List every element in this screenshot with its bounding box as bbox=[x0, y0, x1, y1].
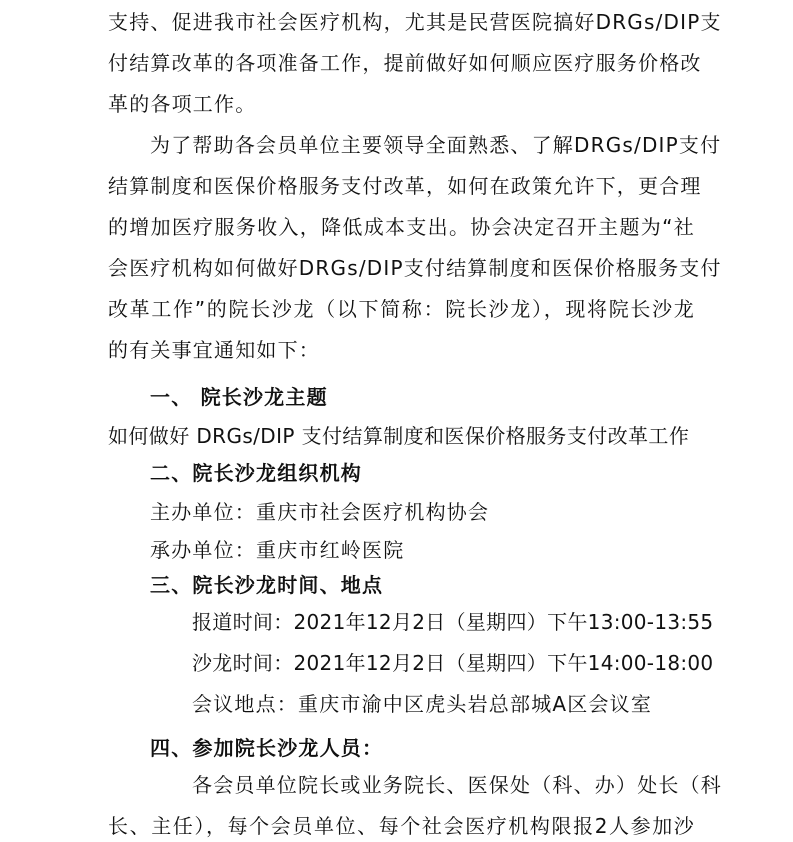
theme-text: 如何做好 DRGs/DIP 支付结算制度和医保价格服务支付改革工作 bbox=[108, 424, 690, 448]
paragraph-line: 为了帮助各会员单位主要领导全面熟悉、了解DRGs/DIP支付 bbox=[150, 133, 722, 157]
paragraph-line: 改革工作”的院长沙龙（以下简称：院长沙龙），现将院长沙龙 bbox=[108, 297, 695, 321]
section-heading-time-place: 三、院长沙龙时间、地点 bbox=[150, 573, 384, 597]
section-heading-attendees: 四、参加院长沙龙人员： bbox=[150, 736, 384, 760]
paragraph-line: 结算制度和医保价格服务支付改革，如何在政策允许下，更合理 bbox=[108, 174, 702, 198]
paragraph-line: 革的各项工作。 bbox=[108, 92, 257, 116]
organizer-unit: 承办单位：重庆市红岭医院 bbox=[150, 538, 405, 562]
section-heading-organization: 二、院长沙龙组织机构 bbox=[150, 461, 362, 485]
attendees-line: 各会员单位院长或业务院长、医保处（科、办）处长（科 bbox=[192, 773, 722, 797]
paragraph-line: 会医疗机构如何做好DRGs/DIP支付结算制度和医保价格服务支付 bbox=[108, 256, 722, 280]
paragraph-line: 的有关事宜通知如下： bbox=[108, 338, 320, 362]
venue: 会议地点：重庆市渝中区虎头岩总部城A区会议室 bbox=[192, 692, 653, 716]
host-unit: 主办单位：重庆市社会医疗机构协会 bbox=[150, 500, 490, 524]
salon-time: 沙龙时间：2021年12月2日（星期四）下午14:00-18:00 bbox=[192, 651, 714, 675]
checkin-time: 报道时间：2021年12月2日（星期四）下午13:00-13:55 bbox=[192, 610, 714, 634]
attendees-line: 长、主任），每个会员单位、每个社会医疗机构限报2人参加沙 bbox=[108, 814, 695, 838]
paragraph-line: 付结算改革的各项准备工作，提前做好如何顺应医疗服务价格改 bbox=[108, 51, 702, 75]
section-heading-theme: 一、 院长沙龙主题 bbox=[150, 385, 328, 409]
paragraph-line: 的增加医疗服务收入，降低成本支出。协会决定召开主题为“社 bbox=[108, 215, 695, 239]
paragraph-line: 支持、促进我市社会医疗机构，尤其是民营医院搞好DRGs/DIP支 bbox=[108, 10, 722, 34]
